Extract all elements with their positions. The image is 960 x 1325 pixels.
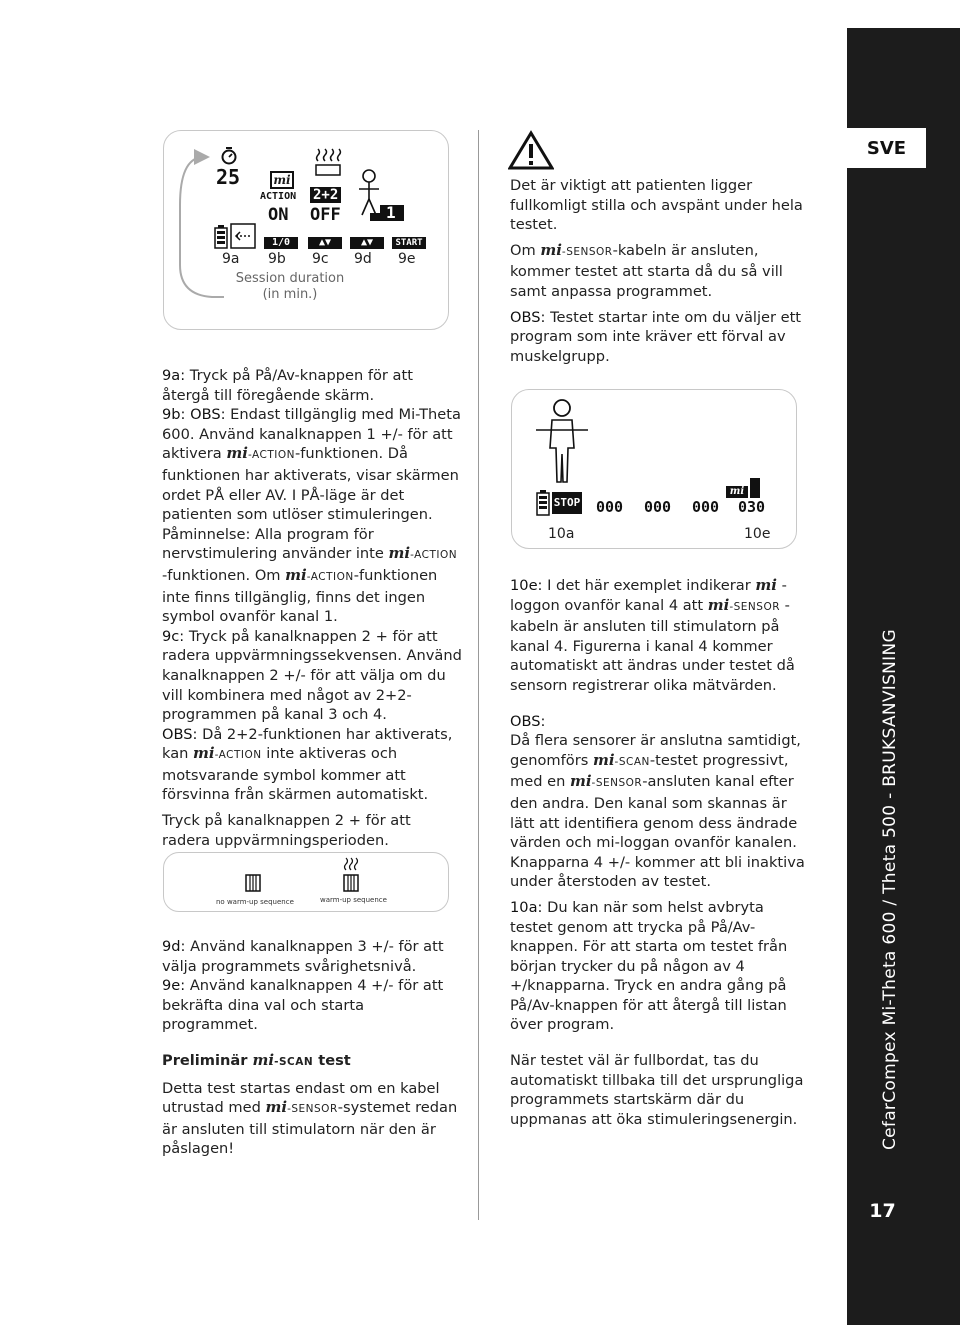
caption-10e: 10e — [744, 526, 771, 542]
text-scan-b: -systemet redan är ansluten till stimulatorn när den är påslagen! — [162, 1099, 458, 1158]
channel-4-value: 030 — [738, 498, 766, 516]
sensor-text: -SENSOR — [729, 600, 781, 613]
channel-1-value: 000 — [596, 498, 624, 516]
no-warm-up-caption: no warm-up sequence — [216, 898, 294, 906]
label-10a: 10a: — [510, 898, 543, 916]
mi-logo-text: mi — [540, 240, 562, 259]
label-obs: OBS: — [510, 308, 546, 326]
text-obs-b: inte aktiveras och motsvarande symbol kommer att försvinna från skärmen automatiskt. — [162, 745, 429, 804]
battery-icon — [214, 225, 228, 249]
mi-logo-text: mi — [707, 595, 730, 614]
mi-logo-text: mi — [252, 1050, 275, 1069]
body-figure-icon — [534, 398, 590, 486]
text-reminder-a: Påminnelse: Alla program för nervstimulering använder inte — [162, 525, 389, 563]
heater-icon — [244, 873, 262, 893]
text-9c: Tryck på kanalknappen 2 + för att radera uppvärmningssekvensen. Använd kanalknappen 2 +/- för att välja om du vill kombinera med något av 2+2-programmen på kanal 3 och 4. — [162, 627, 462, 724]
sensor-text: -SENSOR — [591, 777, 643, 790]
in-min-label: (in min.) — [262, 287, 318, 302]
left-column-text-2 — [162, 937, 462, 1159]
column-divider — [478, 130, 479, 1220]
battery-icon — [536, 490, 550, 516]
label-9e: 9e: — [162, 977, 186, 995]
label-obs: OBS: — [162, 725, 198, 743]
start-key: START — [392, 237, 426, 249]
text-sensor-b: -kabeln är ansluten, kommer testet att starta då du så vill samt anpassa programmet. — [510, 241, 783, 300]
back-arrow-icon — [230, 223, 256, 249]
text-multi-c: -ansluten kanal efter den andra. Den kanal som skannas är lätt att identifiera genom dess ändrade värden och mi-loggan ovanför kanalen. Knapparna 4 +/- kommer att bli inaktiva under återstoden av testet. — [510, 773, 805, 891]
level-value: 1 — [386, 203, 396, 222]
para-sensor — [510, 241, 810, 302]
action-text: -ACTION — [247, 449, 295, 462]
caption-9a: 9a — [222, 251, 240, 267]
label-9c: 9c: — [162, 627, 185, 645]
warning-triangle-icon — [508, 130, 554, 170]
channel-2-key: ▲▼ — [308, 237, 342, 249]
para-9d — [162, 937, 462, 976]
mi-logo-text: mi — [388, 544, 411, 563]
mi-logo-label: mi — [729, 486, 745, 497]
para-scan-intro — [162, 1079, 462, 1159]
para-9c — [162, 627, 462, 725]
text-warning: Det är viktigt att patienten ligger fullkomligt stilla och avspänt under hela testet. — [510, 177, 803, 234]
heater-warm-icon — [342, 857, 360, 895]
mi-logo-text: mi — [265, 1098, 288, 1117]
text-complete: När testet väl är fullbordat, tas du automatiskt tillbaka till det ursprungliga programmets startskärm där du uppmanas att öka stimuleringsenergin. — [510, 1052, 804, 1128]
page-number: 17 — [869, 1200, 896, 1222]
label-9a: 9a: — [162, 367, 186, 384]
para-10a — [510, 898, 810, 1035]
mi-logo-icon: mi — [270, 171, 294, 189]
para-10e — [510, 576, 810, 696]
stop-label: STOP — [552, 492, 582, 514]
text-sensor-a: Om — [510, 241, 541, 259]
text-9d: Använd kanalknappen 3 +/- för att välja programmets svårighetsnivå. — [162, 938, 444, 975]
para-obs-label — [510, 712, 810, 732]
side-bar — [847, 28, 960, 1325]
heading-b: test — [313, 1051, 351, 1069]
mi-logo-text: mi — [569, 772, 592, 791]
para-warning — [510, 176, 810, 235]
text-9e: Använd kanalknappen 4 +/- för att bekräfta dina val och starta programmet. — [162, 977, 444, 1034]
text-obs-right: Testet startar inte om du väljer ett program som inte kräver ett förval av muskelgrupp. — [510, 308, 802, 365]
text-9b-a: Endast tillgänglig med Mi-Theta 600. Använd kanalknappen 1 +/- för att aktivera — [162, 406, 461, 463]
text-reminder-c: -funktionen inte finns tillgänglig, finns det ingen symbol ovanför kanal 1. — [162, 566, 438, 626]
mi-logo-text: mi — [755, 576, 777, 594]
mi-logo-text: mi — [592, 750, 615, 769]
para-complete — [510, 1051, 810, 1129]
mi-logo-icon — [726, 486, 748, 498]
figure-9-box — [163, 130, 449, 330]
warm-up-caption: warm-up sequence — [320, 896, 387, 904]
sensor-text: -SENSOR — [561, 245, 613, 258]
scan-text: -SCAN — [614, 755, 650, 768]
scan-text: -SCAN — [274, 1055, 314, 1068]
text-10e-c: -kabeln är ansluten till stimulatorn på kanal 4. Figurerna i kanal 4 kommer automatiskt att ändras under testet då sensorn registrerar olika mätvärden. — [510, 596, 795, 694]
sensor-text: -SENSOR — [287, 1103, 338, 1116]
channel-3-key: ▲▼ — [350, 237, 384, 249]
para-9e — [162, 976, 462, 1035]
language-tab-label: SVE — [866, 137, 907, 159]
caption-9e: 9e — [398, 251, 416, 267]
label-obs: OBS: — [510, 712, 546, 730]
label-9b: 9b: OBS: — [162, 406, 226, 424]
figure-10-box — [511, 389, 797, 549]
warm-up-heat-icon — [314, 147, 342, 177]
label-9d: 9d: — [162, 938, 186, 955]
text-9a: Tryck på På/Av-knappen för att återgå till föregående skärm. — [162, 367, 413, 404]
label-10e: 10e: — [510, 577, 543, 594]
text-obs-a: Då 2+2-funktionen har aktiverats, kan — [162, 725, 453, 763]
para-9a — [162, 366, 462, 405]
left-column-text — [162, 366, 462, 850]
text-10a: Du kan när som helst avbryta testet genom att trycka på På/Av-knappen. För att starta om testet från början trycker du på någon av 4 +/knapparna. Tryck en andra gång på På/Av-knappen för att återgå till listan över program. — [510, 898, 788, 1034]
caption-9b: 9b — [268, 251, 286, 267]
off-label: OFF — [310, 205, 341, 225]
text-multi-a: Då flera sensorer är anslutna samtidigt, genomförs — [510, 732, 801, 769]
caption-9d: 9d — [354, 251, 372, 267]
on-label: ON — [268, 205, 289, 225]
para-press — [162, 811, 462, 850]
action-label: ACTION — [260, 191, 297, 202]
text-press: Tryck på kanalknappen 2 + för att radera uppvärmningsperioden. — [162, 812, 411, 849]
text-multi-b: -testet progressivt, med en — [510, 751, 789, 791]
channel-3-value: 000 — [692, 498, 720, 516]
clock-icon — [220, 147, 238, 165]
caption-10a: 10a — [548, 526, 575, 542]
mi-logo-text: mi — [285, 565, 307, 584]
timer-value: 25 — [216, 165, 241, 189]
level-bar — [750, 478, 760, 498]
language-tab — [847, 128, 926, 168]
onoff-key: 1/0 — [264, 237, 298, 249]
heading-a: Preliminär — [162, 1051, 253, 1069]
channel-2-value: 000 — [644, 498, 672, 516]
mi-logo-text: mi — [193, 744, 215, 763]
text-10e-a: I det här exemplet indikerar — [542, 577, 756, 594]
para-obs-1 — [162, 725, 462, 805]
para-9b — [162, 405, 462, 525]
section-heading — [162, 1051, 462, 1073]
action-text: -ACTION — [306, 570, 354, 583]
session-duration-note — [220, 271, 360, 303]
combo-label: 2+2 — [310, 187, 341, 203]
text-scan-a: Detta test startas endast om en kabel utrustad med — [162, 1079, 440, 1117]
para-obs-multi — [510, 731, 810, 892]
side-title: CefarCompex Mi-Theta 600 / Theta 500 - BRUKSANVISNING — [880, 629, 900, 1150]
para-reminder — [162, 525, 462, 627]
warm-up-figure-box — [163, 852, 449, 912]
caption-9c: 9c — [312, 251, 329, 267]
action-text: -ACTION — [214, 749, 262, 762]
right-column-text — [510, 176, 810, 366]
text-10e-b: -loggon ovanför kanal 4 att — [510, 577, 787, 614]
session-duration-label: Session duration — [235, 271, 345, 286]
para-obs-right — [510, 308, 810, 367]
action-text: -ACTION — [410, 549, 458, 562]
right-column-text-2 — [510, 576, 810, 1129]
text-reminder-b: -funktionen. Om — [162, 566, 286, 584]
text-9b-b: -funktionen. Då funktionen har aktiverats, visar skärmen ordet PÅ eller AV. I PÅ-läge är det patienten som utlöser stimuleringen. — [162, 445, 459, 524]
mi-logo-text: mi — [226, 444, 248, 463]
